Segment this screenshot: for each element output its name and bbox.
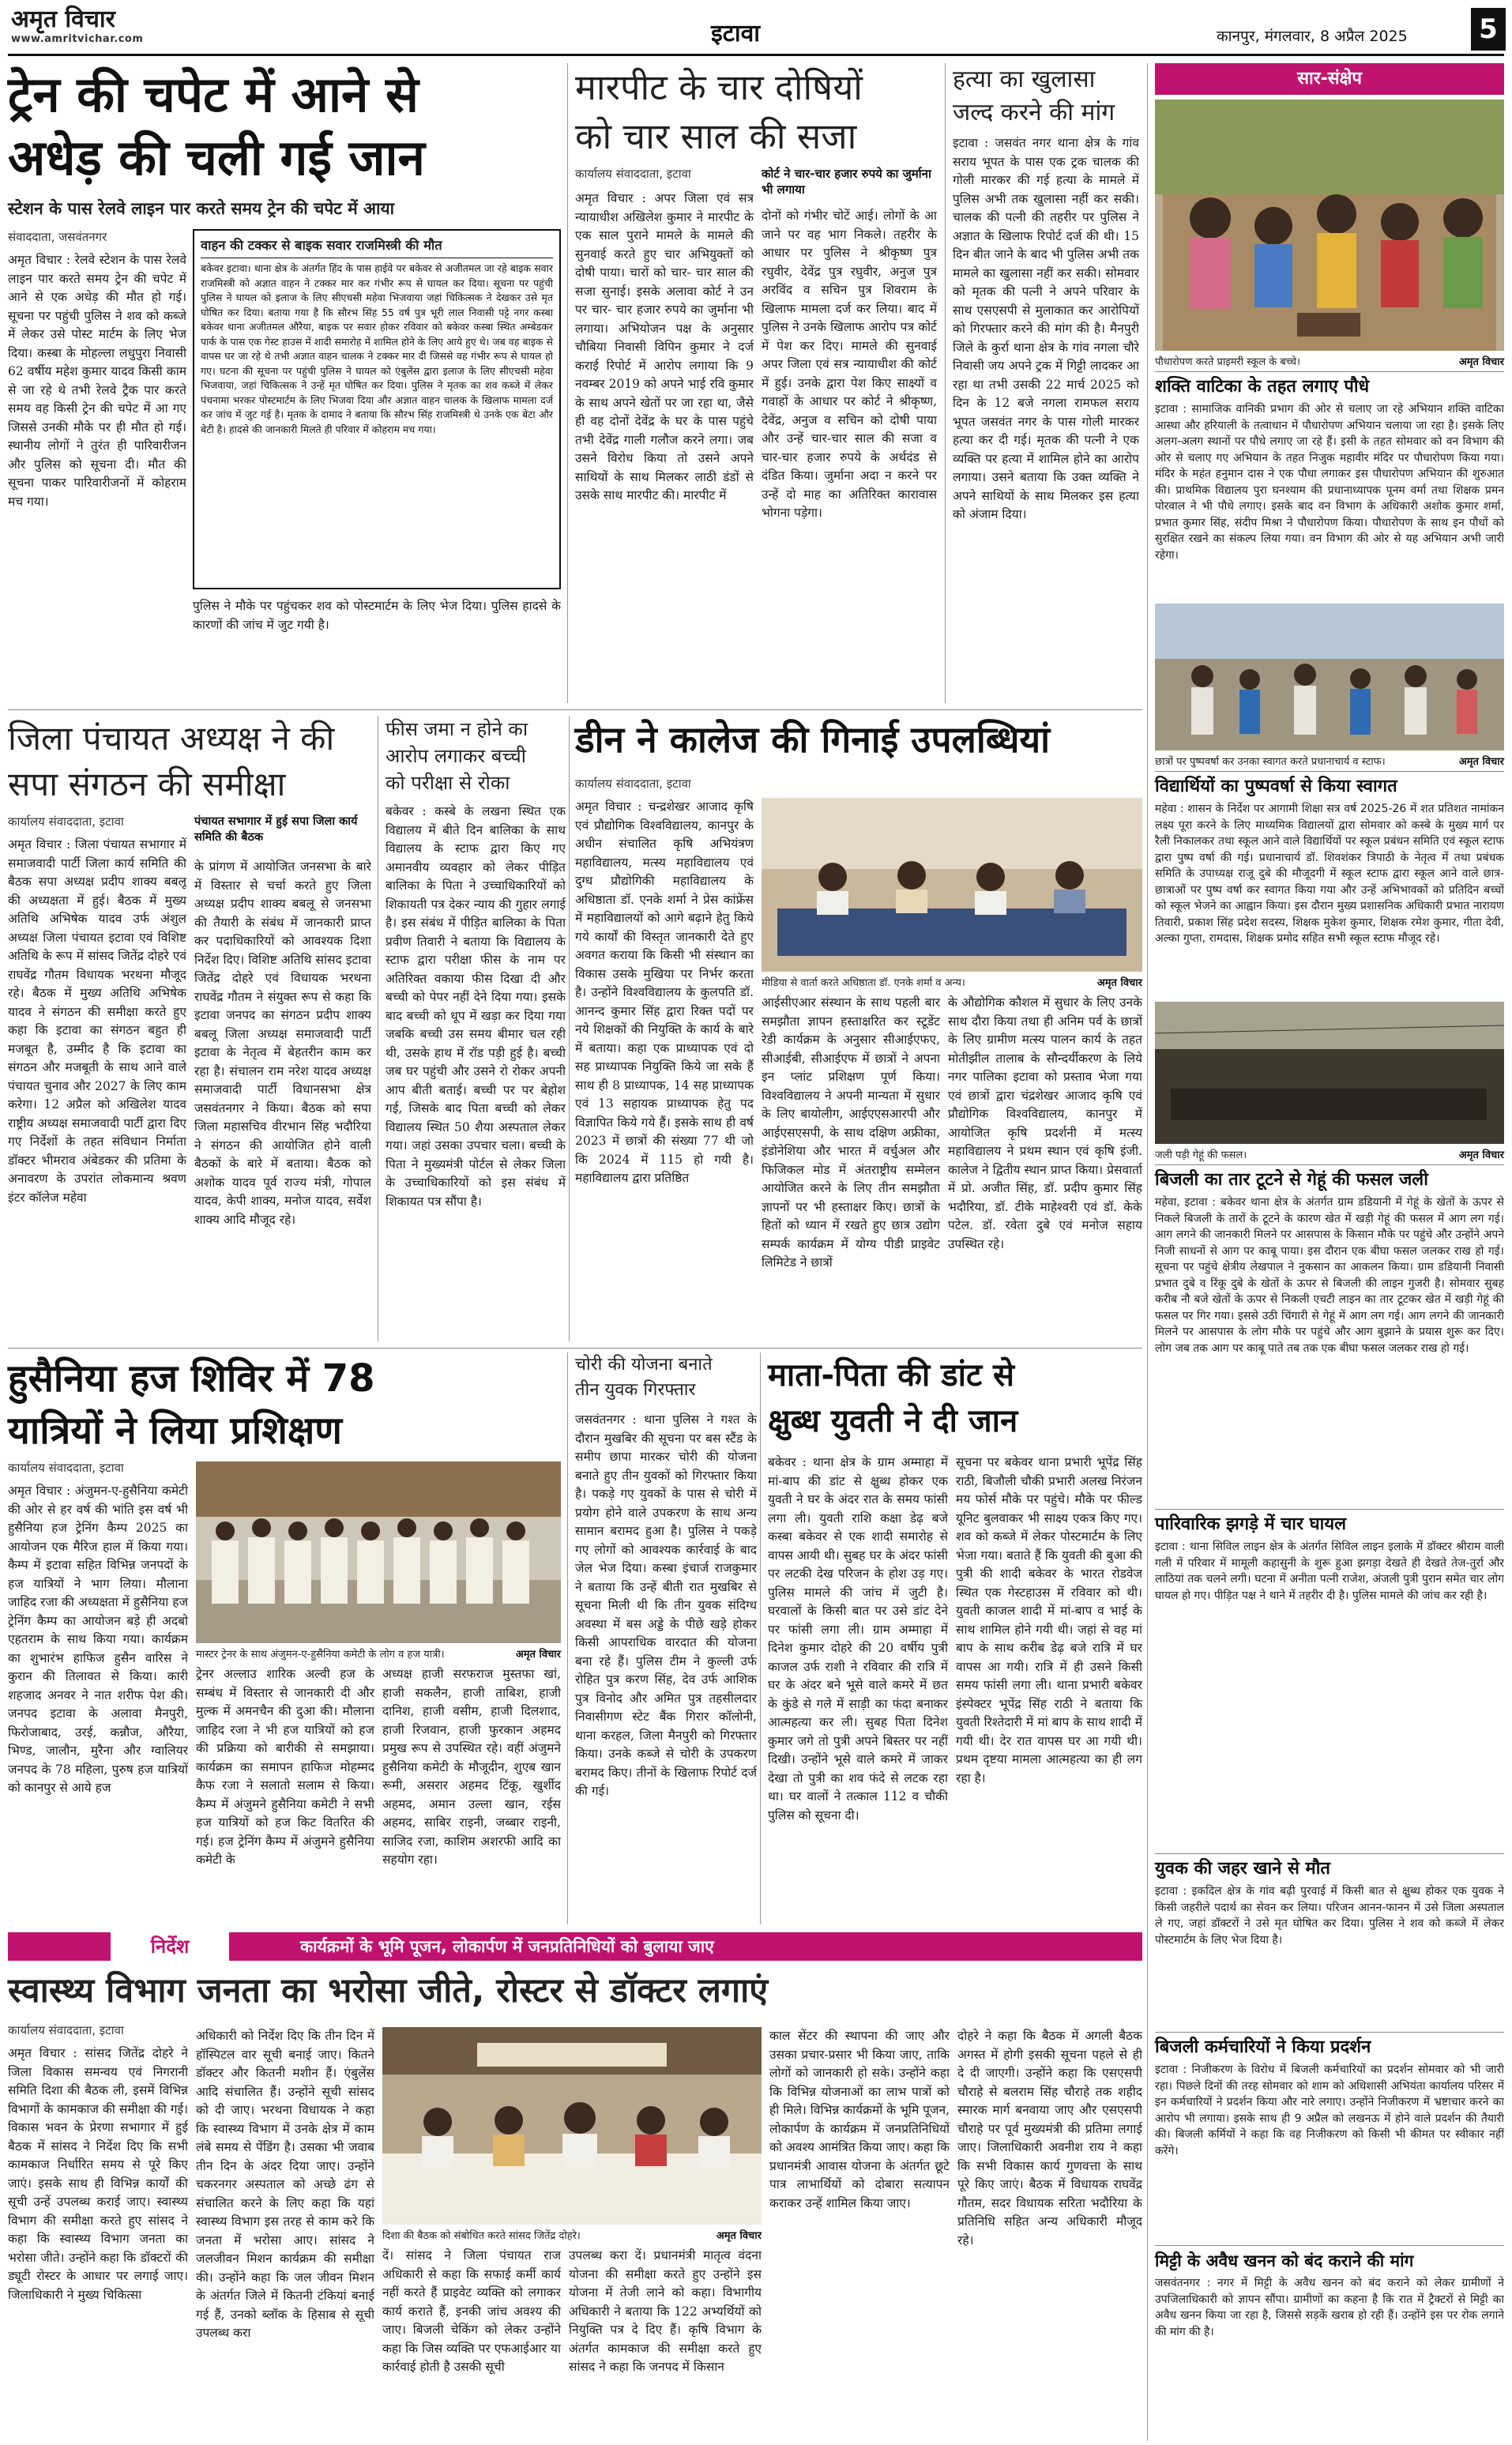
story4-byline: कार्यालय संवाददाता, इटावा — [8, 814, 124, 829]
column-divider — [567, 63, 568, 703]
logo-text: अमृत विचार — [11, 6, 115, 33]
photo-credit: अमृत विचार — [515, 1649, 561, 1661]
photo-credit: अमृत विचार — [1458, 756, 1504, 768]
story1-headline — [8, 63, 561, 190]
story2-column-2: दोनों को गंभीर चोटें आई। लोगों के आ जाने पर वह भाग निकले। तहरीर के आधार पर पुलिस ने श्रीकृष्ण पुत्र रघुवीर, देवेंद्र पुत्र रघुवीर, अनुज पुत्र अरविंद व सचिन पुत्र शिवराम के खिलाफ मामला दर्ज कर लिया। बाद में पुलिस ने उनके खिलाफ आरोप पत्र कोर्ट में पेश कर दिए। मामले की सुनवाई अपर जिला एवं सत्र न्यायाधीश की कोर्ट में हुई। उनके द्वारा पेश किए साक्ष्यों व गवाहों के आधार पर कोर्ट ने श्रीकृष्ण, देवेंद्र, अनुज व सचिन को दोषी पाया और उन्हें चार-चार साल की सजा व चार-चार हजार रुपये के अर्थदंड से दंडित किया। जुर्माना अदा न करने पर उन्हें दो माह का अतिरिक्त कारावास भोगना पड़ेगा। — [762, 209, 937, 520]
directive-tag: निर्देश — [111, 1932, 229, 1961]
brief5-text: इटावा : इकदिल क्षेत्र के गांव बढ़ी पुरवाई में किसी बात से क्षुब्ध होकर एक युवक ने किसी जहरीले पदार्थ का सेवन कर लिया। परिजन आनन-फानन में उसे जिला अस्पताल ले गए, जहां डॉक्टरों ने उसे मृत घोषित कर दिया। पुलिस ने शव को कब्जे में लेकर पोस्टमार्टम के लिए भेज दिया है। — [1155, 1885, 1504, 1947]
story5-column: बकेवर : कस्बे के लखना स्थित एक विद्यालय में बीते दिन बालिका के साथ विद्यालय के स्टाफ द्वारा किए गए अमानवीय व्यवहार को लेकर पीड़ित बालिका के पिता ने उच्चाधिकारियों को शिकायती पत्र देकर न्याय की गुहार लगाई है। इस संबंध में पीड़ित बालिका के पिता प्रवीण तिवारी ने बताया कि विद्यालय के स्टाफ द्वारा परीक्षा फीस के नाम पर अतिरिक्त वकाया फीस दिखा दी और बच्ची को पेपर नहीं देने दिया गया। इसके बाद बच्ची को धूप में खड़ा कर दिया गया जबकि बच्ची उस समय बीमार चल रही थी, उसके हाथ में रॉड पड़ी हुई है। बच्ची जब घर पहुंची और उसने रो रोकर अपनी आप बीती बताई। बच्ची पर पर बेहोश गई, जिसके बाद पिता बच्ची को लेकर विद्यालय स्थित 50 शैया अस्पताल लेकर गया। जहां उसका उपचार चला। बच्ची के पिता ने मुख्यमंत्री पोर्टल से लेकर जिला के उच्चाधिकारियों को इस संबंध में शिकायत पत्र सौंपा है। — [386, 804, 566, 1209]
photo-credit: अमृत विचार — [1096, 977, 1142, 989]
story6-headline: डीन ने कालेज की गिनाई उपलब्धियां — [575, 718, 1051, 761]
story7-byline: कार्यालय संवाददाता, इटावा — [8, 1461, 124, 1475]
sidebox-title: वाहन की टक्कर से बाइक सवार राजमिस्त्री की मौत — [201, 237, 553, 258]
photo-students-welcome — [1155, 604, 1504, 750]
story1-column-under: पुलिस ने मौके पर पहुंचकर शव को पोस्टमार्टम के लिए भेज दिया। पुलिस हादसे के कारणों की जांच में जुट गयी है। — [193, 599, 561, 632]
story8-headline-line: चोरी की योजना बनाते — [575, 1355, 713, 1375]
story1-headline-line: ट्रेन की चपेट में आने से — [8, 66, 419, 123]
story10-column-2: अधिकारी को निर्देश दिए कि तीन दिन में हॉस्पिटल वार सूची बनाई जाए। कितने डॉक्टर और कितनी मशीन हैं। एंबुलेंस आदि संचालित हैं। उन्होंने सूची सांसद को दी जाए। भरथना विधायक ने कहा कि स्वास्थ्य विभाग में उनके क्षेत्र में काम लंबे समय से पेंडिंग है। उसका भी जवाब तीन दिन के अंदर दिया जाए। उन्होंने चकरनगर अस्पताल को अच्छे ढंग से संचालित करने के लिए कहा कि यहां स्वास्थ्य विभाग इस तरह से काम करे कि जनता में भरोसा आए। सांसद ने जलजीवन मिशन कार्यक्रम की समीक्षा की। उन्होंने कहा कि जल जीवन मिशन के अंतर्गत जिले में कितनी टंकियां बनाई गई हैं, उनको ब्लॉक के हिसाब से सूची उपलब्ध करा — [196, 2029, 374, 2340]
column-divider — [1147, 63, 1148, 2441]
story8-headline-line: तीन युवक गिरफ्तार — [575, 1380, 696, 1400]
story4-headline-line: सपा संगठन की समीक्षा — [8, 765, 286, 803]
story1-deck: स्टेशन के पास रेलवे लाइन पार करते समय ट्रेन की चपेट में आया — [8, 199, 395, 218]
sidebar-divider — [1155, 1853, 1504, 1854]
photo-disha-meeting — [382, 2027, 762, 2225]
section-divider — [8, 1348, 1142, 1349]
story7-column-2: ट्रेनर अल्लाउ शारिक अल्वी हज के सम्बंध में विस्तार से जानकारी दी और मुल्क में अमनचैन की दुआ की। मौलाना जाहिद रजा ने भी हज यात्रियों को हज की प्रक्रिया को बारीकी से समझाया। कार्यक्रम का समापन हाफिज मोहम्मद कैफ रजा ने सलातो सलाम से किया। कैम्प में अंजुमने हुसैनिया कमेटी ने सभी हज यात्रियों को हज किट वितरित की गई। हज ट्रेनिंग कैम्प में अंजुमने हुसैनिया कमेटी के — [196, 1667, 374, 1867]
page-number: 5 — [1471, 8, 1506, 51]
story5-headline-line: आरोप लगाकर बच्ची — [386, 745, 526, 767]
logo-url: www.amritvichar.com — [11, 33, 144, 45]
sidebar-divider — [1155, 2032, 1504, 2033]
story7-photo-caption: मास्टर ट्रेनर के साथ अंजुमन-ए-हुसैनिया कमेटी के लोग व हज यात्री। — [196, 1649, 445, 1661]
story10-photo-caption: दिशा की बैठक को संबोधित करते सांसद जितेंद्र दोहरे। — [382, 2230, 581, 2242]
column-divider — [567, 1352, 568, 1924]
story7-headline — [8, 1352, 561, 1457]
sidebar-photo1-caption: पौधारोपण करते प्राइमरी स्कूल के बच्चे। — [1155, 356, 1300, 368]
photo-students-welcome-image — [1155, 604, 1504, 750]
story6-column-3: के औद्योगिक कौशल में सुधार के लिए उनके साथ दौरा किया तथा ही अनिम पर्व के छात्रों के लिए ग्रामीण मत्स्य पालन कार्य के तहत मोतीझील तालाब के सौन्दर्यीकरण के लिये नगर पालिका इटावा को प्रस्ताव भेजा गया एवं छात्रों द्वारा चंद्रशेखर आजाद कृषि एवं प्रौद्योगिक विश्वविद्यालय, कानपुर में आयोजित कृषि प्रदर्शनी में मत्स्य महाविद्यालय ने प्रथम स्थान एवं कृषि इंजी. कालेज ने द्वितीय स्थान प्राप्त किया। प्रेसवार्ता में प्रो. अजीत सिंह, डॉ. प्रदीप कुमार सिंह भदौरिया, डॉ. टीके माहेश्वरी एवं डॉ. केके पटेल. डॉ. रवेता दुबे एवं मनोज सहाय उपस्थित रहे। — [948, 995, 1142, 1251]
story2-headline-line: मारपीट के चार दोषियों — [575, 66, 863, 108]
story2-headline — [575, 63, 938, 161]
story2-byline: कार्यालय संवाददाता, इटावा — [575, 167, 691, 181]
story9-headline — [768, 1352, 1142, 1444]
brief4-text: इटावा : थाना सिविल लाइन क्षेत्र के अंतर्गत सिविल लाइन इलाके में डॉक्टर श्रीराम वाली गली में परिवार में मामूली कहासुनी के शुरू हुआ झगड़ा देखते ही देखते तेज-तुर्रा और लाठियां तक चलने लगी। घटना में अनीता पत्नी राजेश, अंजली पुत्री पुरान समेत चार लोग घायल हो गए। पीड़ित पक्ष ने थाने में तहरीर दी है। पुलिस मामले की जांच कर रही है। — [1155, 1540, 1504, 1602]
story6-column-1: अमृत विचार : चन्द्रशेखर आजाद कृषि एवं प्रौद्योगिक विश्वविद्यालय, कानपुर के अधीन संचालित कृषि अभियंत्रण महाविद्यालय, मत्स्य महाविद्यालय एवं दुग्ध प्रौद्योगिकी महाविद्यालय के अधिष्ठाता डॉ. एनके शर्मा ने प्रेस कांफ्रेंस में महाविद्यालयों को आगे बढ़ाने हेतु किये गये कार्यों की विस्तृत जानकारी देते हुए अवगत कराया कि किसी भी संस्थान का विकास उसके मुखिया पर निर्भर करता है। उन्होंने विश्वविद्यालय के कुलपति डॉ. आनन्द कुमार सिंह द्वारा रिक्त पदों पर नये शिक्षकों की नियुक्ति के कार्य के बारे में बताया। कहा एक प्राध्यापक एवं दो सह प्राध्यापक नियुक्ति किये जा सके हैं साथ ही 8 प्राध्यापक, 14 सह प्राध्यापक एवं 13 सहायक प्राध्यापक हेतु पद विज्ञापित किये गये हैं। इसके साथ ही वर्ष 2023 में छात्रों की संख्या 77 थी जो कि 2024 में 115 हो गयी है। महाविद्यालय द्वारा प्रतिष्ठित — [575, 799, 754, 1185]
brief4-title: पारिवारिक झगड़े में चार घायल — [1155, 1514, 1347, 1534]
sidebar-divider — [1155, 771, 1504, 772]
city-name: इटावा — [711, 20, 761, 47]
story3-headline-line: हत्या का खुलासा — [953, 66, 1096, 93]
photo-burnt-crop-image — [1155, 1002, 1504, 1144]
brief3-text: महेवा, इटावा : बकेवर थाना क्षेत्र के अंतर्गत ग्राम डडियानी में गेहूं के खेतों के ऊपर से निकले बिजली के तारों के टूटने के कारण खेत में खड़ी गेहूं की फसल में आग लग गई। आग लगने की जानकारी मिलने पर आसपास के किसान मौके पर पहुंचे और उन्होंने अपने निजी साधनों से आग पर काबू पाया। इस दौरान एक बीघा फसल जलकर राख हो गई। सूचना पर पहुंचे क्षेत्रीय लेखपाल ने नुकसान का आकलन किया। ग्राम डडियानी निवासी प्रभात दुबे व रिंकू दुबे के खेतों के ऊपर से बिजली की लाइन गुजरी है। सोमवार सुबह करीब नौ बजे खेतों के ऊपर से निकली एचटी लाइन का तार टूटकर खेत में खड़ी गेहूं की फसल पर गिर गया। इससे उठी चिंगारी से गेहूं में आग लग गई। आग लगने की जानकारी मिलने पर आसपास के लोग मौके पर पहुंचे और आग बुझाने के प्रयास शुरू कर दिए। लोग जब तक आग पर काबू पाते तब तक एक बीघा फसल जलकर राख हो गई। — [1155, 1196, 1504, 1355]
brief1-title: शक्ति वाटिका के तहत लगाए पौधे — [1155, 377, 1370, 397]
story4-pullquote: पंचायत सभागार में हुई सपा जिला कार्य समिति की बैठक — [194, 815, 358, 844]
photo-press-conference — [762, 798, 1142, 972]
story4-headline — [8, 716, 379, 807]
story10-column-6: दोहरे ने कहा कि बैठक में अगली बैठक अगस्त में होगी इसकी सूचना पहले से ही दे दी जाएगी। उन्होंने कहा कि एसएसपी चौराहे से बलराम सिंह चौराहे तक शहीद स्मारक मार्ग बनवाया जाए और एसएसपी चौराहे पर पूर्व मुख्यमंत्री की प्रतिमा लगाई जाए। जिलाधिकारी अवनीश राय ने कहा कि सभी विकास कार्य गुणवत्ता के साथ पूरे किए जाएं। बैठक में विधायक राघवेंद्र गौतम, सदर विधायक सरिता भदौरिया के प्रतिनिधि सहित अन्य अधिकारी मौजूद रहे। — [957, 2029, 1142, 2248]
story9-column-2: सूचना पर बकेवर थाना प्रभारी भूपेंद्र सिंह राठी, बिजौली चौकी प्रभारी अलख निरंजन मय फोर्स मौके पर पहुंचे। मौके पर फील्ड यूनिट बुलवाकर भी साक्ष्य एकत्र किए गए। शव को कब्जे में लेकर पोस्टमार्टम के लिए भेजा गया। बताते हैं कि युवती की बुआ की पुत्री की शादी बकेवर के भारत रोडवेज स्थित एक गेस्टहाउस में रविवार को थी। युवती काजल शादी में मां-बाप व भाई के साथ शामिल होने गयी थी। जहां से वह मां बाप के साथ करीब डेढ़ बजे रात्रि में घर वापस आ गयी। रात्रि में ही उसने किसी समय फांसी लगा ली। थाना प्रभारी बकेवर इंस्पेक्टर भूपेंद्र सिंह राठी ने बताया कि युवती रिश्तेदारी में मां बाप के साथ शादी में गयी थी। देर रात वापस घर आ गयी थी। प्रथम दृष्टया मामला आत्महत्या का ही लग रहा है। — [956, 1455, 1142, 1785]
story10-column-1: अमृत विचार : सांसद जितेंद्र दोहरे ने जिला विकास समन्वय एवं निगरानी समिति दिशा की बैठक ली, इसमें विभिन्न विभागों के कामकाज की समीक्षा की गई। विकास भवन के प्रेरणा सभागार में हुई बैठक में सांसद ने निर्देश दिए कि सभी कामकाज निर्धारित समय से पूरे किए जाएं। इसके साथ ही विभिन्न कार्यों की सूची उन्हें उपलब्ध कराई जाए। स्वास्थ्य विभाग की समीक्षा करते हुए सांसद ने कहा कि स्वास्थ्य विभाग जनता का भरोसा जीते। उन्होंने कहा कि डॉक्टरों की ड्यूटी रोस्टर के आधार पर लगाई जाए। जिलाधिकारी ने मुख्य चिकित्सा — [8, 2046, 188, 2302]
brief2-text: महेवा : शासन के निर्देश पर आगामी शिक्षा सत्र वर्ष 2025-26 में शत प्रतिशत नामांकन लक्ष्य पूरा करने के लिए माध्यमिक विद्यालयों द्वारा सोमवार को कस्बे के मुख्य मार्ग पर रैली निकालकर तथा स्कूल आने वाले विद्यार्थियों पर स्कूल प्रबंधन समिति एवं स्कूल स्टाफ द्वारा पुष्प वर्षा की गई। प्रधानाचार्य डॉ. शिवशंकर त्रिपाठी के नेतृत्व में तथा प्रबंधक समिति के उपाध्यक्ष राजू दुबे की मौजूदगी में स्कूल स्टाफ द्वारा स्कूल आने वाले छात्र-छात्राओं पर पुष्प वर्षा कर स्वागत किया गया और उन्हें अभिभावकों को प्रतिदिन बच्चों को स्कूल भेजने का आह्वान किया। इस दौरान मुख्य प्रशासनिक अधिकारी प्रभात नारायण तिवारी, प्रकाश सिंह प्रदेश सदस्य, शिक्षक मुकेश कुमार, शिक्षक रमेश कुमार, गीता देवी, अल्का गुप्ता, रामदास, शिक्षक प्रमोद सहित सभी स्कूल स्टाफ मौजूद रहे। — [1155, 803, 1504, 945]
story1-column: अमृत विचार : रेलवे स्टेशन के पास रेलवे लाइन पार करते समय ट्रेन की चपेट में आने से एक अधेड़ की मौत हो गई। सूचना पर पहुंची पुलिस ने शव को कब्जे में लेकर उसे पोस्ट मार्टम के लिए भेज दिया। कस्बा के मोहल्ला लधुपुरा निवासी 62 वर्षीय महेश कुमार यादव किसी काम से जा रहे थे तभी रेलवे ट्रैक पार करते समय वह किसी ट्रेन की चपेट में आ गए जिससे उनकी मौके पर ही मौत हो गई। स्थानीय लोगों ने तुरंत ही पारिवारीजन और पुलिस को सूचना दी। मौत की सूचना पाकर पारिवारीजनों में कोहराम मच गया। — [8, 253, 186, 509]
brief2-title: विद्यार्थियों का पुष्पवर्षा से किया स्वागत — [1155, 777, 1397, 796]
story10-column-3: दें। सांसद ने जिला पंचायत राज अधिकारी से कहा कि सफाई कर्मी कार्य नहीं करते हैं प्राइवेट व्यक्ति को लगाकर कार्य कराते हैं, इनकी जांच अवश्य की जाए। बिजली चेकिंग को लेकर उन्होंने कहा कि जिस व्यक्ति पर एफआईआर या कार्रवाई होती है उसकी सूची — [382, 2248, 561, 2374]
photo-credit: अमृत विचार — [716, 2230, 762, 2242]
directive-text: कार्यक्रमों के भूमि पूजन, लोकार्पण में जनप्रतिनिधियों को बुलाया जाए — [300, 1937, 714, 1956]
story9-headline-line: माता-पिता की डांट से — [768, 1357, 1015, 1394]
story7-column-3: अध्यक्ष हाजी सरफराज मुस्तफा खां, हाजी सकलैन, हाजी ताबिश, हाजी दानिश, हाजी वसीम, हाजी दिलशाद, हाजी रिजवान, हाजी फुरकान अहमद प्रमुख रूप से उपस्थित रहे। वहीं अंजुमने हुसैनिया कमेटी के मौजूदीन, शुएब खान रूमी, असरार अहमद टिंकू, खुर्शीद अहमद, अमान उल्ला खान, रईस अहमद, साबिर राइनी, जब्बार राइनी, साजिद रजा, काशिम अशरफी आदि का सहयोग रहा। — [382, 1667, 561, 1867]
story6-byline: कार्यालय संवाददाता, इटावा — [575, 777, 691, 791]
photo-children-planting — [1155, 100, 1504, 351]
photo-disha-meeting-image — [382, 2027, 762, 2225]
brief6-text: इटावा : निजीकरण के विरोध में बिजली कर्मचारियों का प्रदर्शन सोमवार को भी जारी रहा। पिछले दिनों की तरह सोमवार को शाम को अधिशासी अभियंता कार्यालय परिसर में इन कर्मचारियों ने प्रदर्शन किया और नारे लगाए। उन्होंने निजीकरण में भ्रष्टाचार करने का आरोप भी लगाया। इसके साथ ही 9 अप्रैल को लखनऊ में होने वाले प्रदर्शन की तैयारी की। बिजली कर्मियों ने कहा कि वह निजीकरण को किसी भी कीमत पर स्वीकार नहीं करेंगे। — [1155, 2063, 1504, 2157]
section-divider — [8, 709, 1142, 710]
sidebar-header: सार-संक्षेप — [1155, 63, 1504, 95]
story1-headline-line: अधेड़ की चली गई जान — [8, 129, 425, 186]
story5-headline-line: फीस जमा न होने का — [386, 718, 528, 740]
story5-headline — [386, 716, 566, 796]
brief7-text: जसवंतनगर : नगर में मिट्टी के अवैध खनन को बंद कराने को लेकर ग्रामीणों ने उपजिलाधिकारी को ज्ञापन सौंपा। ग्रामीणों का कहना है कि रात में ट्रैक्टरों से मिट्टी का अवैध खनन किया जा रहा है, जिससे सड़कें खराब हो रही हैं। उन्होंने इस पर रोक लगाने की मांग की है। — [1155, 2277, 1504, 2338]
story1-byline: संवाददाता, जसवंतनगर — [8, 230, 107, 244]
brief1-text: इटावा : सामाजिक वानिकी प्रभाग की ओर से चलाए जा रहे अभियान शक्ति वाटिका आस्था और हरियाली के तत्वाधान में पौधारोपण अभियान चलाया जा रहा है। इसके लिए अलग-अलग स्थानों पर पौधे लगाए जा रहे हैं। इसी के तहत सोमवार को वन विभाग की ओर से चलाए गए अभियान के तहत निजुक महावीर मंदिर पर पौधारोपण किया गया। मंदिर के महंत हनुमान दास ने एक पौधा लगाकर इस पौधारोपण अभियान की शुरुआत की। प्राथमिक विद्यालय पुरा घनश्याम की प्रधानाध्यापक पूनम वर्मा तथा शिक्षक प्रमन पोरवाल ने भी पौधे लगाए। इसके बाद वन विभाग के अधिकारी अशोक कुमार शर्मा, प्रभात कुमार सिंह, संदीप मिश्रा ने पौधारोपण किया। पौधारोपण के साथ इन पौधों को सुरक्षित रखने का संकल्प लिया गया। वन विभाग की ओर से यह अभियान अभी जारी रहेगा। — [1155, 403, 1504, 562]
photo-credit: अमृत विचार — [1458, 1149, 1504, 1161]
dateline: कानपुर, मंगलवार, 8 अप्रैल 2025 — [1217, 28, 1408, 45]
photo-credit: अमृत विचार — [1458, 356, 1504, 368]
story10-column-5: काल सेंटर की स्थापना की जाए और उसका प्रचार-प्रसार भी किया जाए, ताकि लोगों को जानकारी हो सके। उन्होंने कहा कि विभिन्न योजनाओं का लाभ पात्रों को ही मिले। विभिन्न कार्यक्रमों के भूमि पूजन, लोकार्पण के कार्यक्रम में जनप्रतिनिधियों को अवश्य आमंत्रित किया जाए। कहा कि प्रधानमंत्री आवास योजना के अंतर्गत छूटे पात्र लाभार्थियों को दोबारा सत्यापन कराकर उन्हें शामिल किया जाए। — [769, 2029, 950, 2210]
story4-headline-line: जिला पंचायत अध्यक्ष ने की — [8, 719, 335, 758]
brief3-title: बिजली का तार टूटने से गेहूं की फसल जली — [1155, 1170, 1428, 1190]
story9-column-1: बकेवर : थाना क्षेत्र के ग्राम अम्माहा में मां-बाप की डांट से क्षुब्ध होकर एक युवती ने घर के अंदर रात के समय फांसी लगा ली। युवती राशि कक्षा डेढ़ बजे कस्बा बकेवर से एक शादी समारोह से वापस आयी थी। सुबह घर के अंदर फांसी पर लटकी देख परिजन के होश उड़ गए। पुलिस मामले की जांच में जुटी है। घरवालों के किसी बात पर उसे डांट देने पर फांसी लगा ली। ग्राम अम्माहा में दिनेश कुमार दोहरे की 20 वर्षीय पुत्री काजल उर्फ राशी ने रविवार की रात्रि में घर के अंदर बने भूसे वाले कमरे में छत के कुंडे से गले में साड़ी का फंदा बनाकर आत्महत्या कर ली। सुबह पिता दिनेश कुमार जगे तो पुत्री अपने बिस्तर पर नहीं दिखी। उन्होंने भूसे वाले कमरे में जाकर देखा तो पुत्री का शव फंदे से लटक रहा था। घर वालों ने तत्काल 112 व चौकी पुलिस को सूचना दी। — [768, 1455, 948, 1822]
story8-headline — [575, 1352, 757, 1403]
photo-press-conference-image — [762, 798, 1142, 972]
story10-byline: कार्यालय संवाददाता, इटावा — [8, 2023, 124, 2037]
photo-hajj-camp — [196, 1461, 561, 1643]
photo-burnt-crop — [1155, 1002, 1504, 1144]
sidebar-divider — [1155, 1164, 1504, 1165]
story10-column-4: उपलब्ध करा दें। प्रधानमंत्री मातृत्व वंदना योजना की समीक्षा करते हुए उन्होंने इस योजना में तेजी लाने को कहा। विभागीय अधिकारी ने बताया कि 122 अभ्यर्थियों को नियुक्ति पत्र दे दिए हैं। कृषि विभाग के अंतर्गत कामकाज की समीक्षा करते हुए सांसद ने कहा कि जनपद में किसान — [569, 2248, 762, 2374]
story7-headline-line: यात्रियों ने लिया प्रशिक्षण — [8, 1409, 342, 1453]
story2-pullquote: कोर्ट ने चार-चार हजार रुपये का जुर्माना भी लगाया — [762, 167, 931, 197]
story5-headline-line: को परीक्षा से रोका — [386, 772, 510, 794]
sidebar-divider — [1155, 371, 1504, 372]
story7-headline-line: हुसैनिया हज शिविर में 78 — [8, 1356, 375, 1401]
column-divider — [945, 63, 946, 703]
sidebar-divider — [1155, 2245, 1504, 2246]
sidebox-text: बकेवर इटावा। थाना क्षेत्र के अंतर्गत हिंद के पास हाईवे पर बकेवर से अजीतमल जा रहे बाइक सवार राजमिस्त्री को अज्ञात वाहन ने टक्कर मार कर गंभीर रूप से घायल कर दिया। सूचना पर पहुंची पुलिस ने घायल को इलाज के लिए सीएचसी महेवा भिजवाया जहां चिकित्सक ने देखकर उसे मृत घोषित कर दिया। बताया गया है कि सौरभ सिंह 55 वर्ष पुत्र भूरी लाल निवासी पट्टे नगर कस्बा बकेवर थाना अजीतमल औरैया, बाइक पर सवार होकर रविवार को बकेवर कस्बा स्थित अम्बेडकर पार्क के पास एक गेस्ट हाउस में शादी समारोह में शामिल होने के लिए आये हुए थे। जब वह बाइक से वापस घर जा रहे थे तभी अज्ञात वाहन चालक ने टक्कर मार दी जिससे वह गंभीर रूप से घायल हो गए। घटना की सूचना पर पहुंची पुलिस ने घायल को एंबुलेंस द्वारा इलाज के लिए सीएचसी महेवा भिजवाया, जहां चिकित्सक ने उन्हें मृत घोषित कर दिया। पुलिस ने मृतक का शव कब्जे में लेकर पंचनामा भरकर पोस्टमार्टम के लिए भिजवा दिया और अज्ञात वाहन चालक के खिलाफ मामला दर्ज कर जांच में जुट गई है। मृतक के दामाद ने बताया कि सौरभ सिंह राजमिस्त्री थे उनके एक बेटा और बेटी है। हादसे की जानकारी मिलते ही परिवार में कोहराम मच गया। — [201, 262, 553, 435]
story3-column: इटावा : जसवंत नगर थाना क्षेत्र के गांव सराय भूपत के पास एक ट्रक चालक की गोली मारकर की गई हत्या के मामले में पुलिस अभी तक खुलासा नहीं कर सकी। चालक की पत्नी की तहरीर पर पुलिस ने अज्ञात के खिलाफ रिपोर्ट दर्ज की थी। 15 दिन बीत जाने के बाद भी पुलिस अभी तक मामले का खुलासा नहीं कर सकी। सोमवार को मृतक की पत्नी ने अपने परिवार के साथ एसएसपी से मुलाकात कर आरोपियों को गिरफ्तार करने की मांग की है। मैनपुरी जिले के कुर्रा थाना क्षेत्र के गांव नगला चौरे निवासी जय अपने ट्रक में गिट्टी लादकर आ रहा था तभी उसकी 22 मार्च 2025 को दिन के 12 बजे नगला रामफल सराय भूपत जसवंत नगर के पास गोली मारकर हत्या कर दी गई। मृतक की पत्नी ने एक व्यक्ति पर हत्या में शामिल होने का आरोप लगाया। उसने बताया कि उक्त व्यक्ति ने अपने साथियों के साथ मिलकर इस हत्या को अंजाम दिया। — [953, 136, 1139, 521]
column-divider — [569, 716, 570, 1341]
story2-headline-line: को चार साल की सजा — [575, 115, 857, 157]
story7-column-1: अमृत विचार : अंजुमन-ए-हुसैनिया कमेटी की ओर से हर वर्ष की भांति इस वर्ष भी हुसैनिया हज ट्रेनिंग कैम्प 2025 का आयोजन एक मैरिज हाल में किया गया। कैम्प में इटावा सहित विभिन्न जनपदों के हज यात्रियों ने भाग लिया। मौलाना जाहिद रजा की अध्यक्षता में हुसैनिया हज ट्रेनिंग कैम्प का आयोजन बड़े ही अदबो एहतराम के साथ किया गया। कार्यक्रम का शुभारंभ हाफिज हुसैन वारिस ने कुरान की तिलावत से किया। कारी शहजाद अनवर ने नात शरीफ पेश की। जनपद इटावा के अलावा मैनपुरी, फिरोजाबाद, उरई, कन्नौज, औरैया, भिण्ड, जालौन, मुरैना और ग्वालियर जनपद के 78 महिला, पुरुष हज यात्रियों को कानपुर से आये हज — [8, 1484, 188, 1795]
brief6-title: बिजली कर्मचारियों ने किया प्रदर्शन — [1155, 2037, 1371, 2057]
story6-photo-caption: मीडिया से वार्ता करते अधिष्ठाता डॉ. एनके शर्मा व अन्य। — [762, 977, 965, 989]
story3-headline — [953, 63, 1142, 130]
sidebar-divider — [1155, 1509, 1504, 1510]
story4-column-2: के प्रांगण में आयोजित जनसभा के बारे में विस्तार से चर्चा करते हुए जिला अध्यक्ष प्रदीप शाक्य बबलू से जनसभा की तैयारी के संबंध में जानकारी प्राप्त कर पदाधिकारियों को आवश्यक दिशा निर्देश दिए। विशिष्ट अतिथि सांसद इटावा जितेंद्र दोहरे एवं विधायक भरथना राघवेंद्र गौतम ने संयुक्त रूप से कहा कि इटावा जनपद का संगठन प्रदीप शाक्य बबलू जिला अध्यक्ष समाजवादी पार्टी इटावा के नेतृत्व में बेहतरीन काम कर रहा है। संचालन राम नरेश यादव अध्यक्ष समाजवादी पार्टी विधानसभा क्षेत्र जसवंतनगर ने किया। बैठक को सपा जिला महासचिव वीरभान सिंह भदौरिया ने संगठन की आयोजित होने वाली बैठकों के बारे में बताया। बैठक को अशोक यादव पूर्व राज्य मंत्री, गोपाल यादव, केपी शाक्य, मनोज यादव, सर्वेश शाक्य आदि मौजूद रहे। — [194, 860, 371, 1227]
masthead-rule — [8, 54, 1504, 56]
sidebar-photo3-caption: जली पड़ी गेहूं की फसल। — [1155, 1149, 1247, 1161]
photo-hajj-camp-image — [196, 1461, 561, 1643]
story10-headline: स्वास्थ्य विभाग जनता का भरोसा जीते, रोस्टर से डॉक्टर लगाएं — [8, 1971, 769, 2011]
story4-column-1: अमृत विचार : जिला पंचायत सभागार में समाजवादी पार्टी जिला कार्य समिति की बैठक सपा अध्यक्ष प्रदीप शाक्य बबलू की अध्यक्षता में हुई। बैठक में मुख्य अतिथि अभिषेक यादव उर्फ अंशुल अध्यक्ष जिला पंचायत इटावा एवं विशिष्ट अतिथि के रूप में सांसद जितेंद्र दोहरे एवं राघवेंद्र गौतम विधायक भरथना मौजूद रहे। बैठक में मुख्य अतिथि अभिषेक यादव ने संगठन की समीक्षा करते हुए कहा कि इटावा का संगठन बहुत ही मजबूत है, उम्मीद है कि इटावा का संगठन और मजबूती के साथ आने वाले पंचायत चुनाव और 2027 के लिए काम करेगा। 12 अप्रैल को अखिलेश यादव राष्ट्रीय अध्यक्ष समाजवादी पार्टी द्वारा दिए गए निर्देशों के तहत संविधान निर्माता डॉक्टर भीमराव अंबेडकर की प्रतिमा के अनावरण के उपरांत लोकमान्य श्रवण इंटर कॉलेज महेवा — [8, 837, 186, 1205]
story9-headline-line: क्षुब्ध युवती ने दी जान — [768, 1403, 1018, 1439]
column-divider — [760, 1352, 761, 1924]
story1-sidebox — [193, 229, 561, 589]
brief5-title: युवक की जहर खाने से मौत — [1155, 1859, 1330, 1879]
sidebar-photo2-caption: छात्रों पर पुष्पवर्षा कर उनका स्वागत करते प्रधानाचार्य व स्टाफ। — [1155, 756, 1386, 768]
photo-children-planting-image — [1155, 100, 1504, 351]
story6-column-2: आईसीएआर संस्थान के साथ पहली बार समझौता ज्ञापन हस्ताक्षरित कर स्टूडेंट रेडी कार्यक्रम के अनुसार सीआईएफए, सीआईबी, सीआईएफ में छात्रों ने अपना इन प्लांट प्रशिक्षण पूर्ण किया। विश्वविद्यालय ने अपनी मान्यता में सुधार के लिए बायोलीग, आईएएसआरपी और आईएसएसपी, के साथ दक्षिण अफ्रीका, इंडोनेशिया और भारत में वर्चुअल और फिजिकल मोड में अंतराष्ट्रीय सम्मेलन आयोजित करने के लिए तीन समझौता ज्ञापनों पर भी हस्ताक्षर किए। छात्रों के हितों को ध्यान में रखते हुए छात्र उद्योग सम्पर्क कार्यक्रम में योग्य पीडी प्राइवेट लिमिटेड ने छात्रों — [762, 995, 940, 1270]
masthead-logo — [11, 6, 161, 46]
story3-headline-line: जल्द करने की मांग — [953, 99, 1115, 126]
brief7-title: मिट्टी के अवैध खनन को बंद कराने की मांग — [1155, 2251, 1414, 2270]
story2-column-1: अमृत विचार : अपर जिला एवं सत्र न्यायाधीश अखिलेश कुमार ने मारपीट के एक साल पुराने मामले के मामले की सुनवाई करते हुए चार अभियुक्तों को दोषी पाया। चारों को चार- चार साल की सजा सुनाई। इसके अलावा कोर्ट ने उन पर चार- चार हजार रुपये का जुर्माना भी लगाया। अभियोजन पक्ष के अनुसार चौबिया निवासी विपिन कुमार ने दर्ज कराई रिपोर्ट में आरोप लगाया कि 9 नवम्बर 2019 को अपने भाई रवि कुमार के साथ अपने खेतों पर जा रहा था, जैसे ही वह दोनों देवेंद्र के घर के पास पहुंचे तभी देवेंद्र गाली गलौज करने लगा। जब उसने विरोध किया तो उसने अपने साथियों के साथ मिलकर लाठी डंडों से उसके साथ मारपीट की। मारपीट में — [575, 191, 754, 502]
story8-column: जसवंतनगर : थाना पुलिस ने गश्त के दौरान मुखबिर की सूचना पर बस स्टैंड के समीप छापा मारकर चोरी की योजना बनाते हुए तीन युवकों को गिरफ्तार किया है। पकड़े गए युवकों के पास से चोरी में प्रयोग होने वाले उपकरण के साथ अन्य सामान बरामद हुआ है। पुलिस ने पकड़े गए लोगों को आवश्यक कार्रवाई के बाद जेल भेज दिया। कस्बा इंचार्ज राजकुमार ने बताया कि उन्हें बीती रात मुखबिर से सूचना मिली थी कि तीन युवक संदिग्ध अवस्था में बस अड्डे के पीछे खड़े होकर किसी आपराधिक वारदात की योजना बना रहे हैं। पुलिस टीम ने कुल्ली उर्फ रोहित पुत्र करण सिंह, देव उर्फ आशिक पुत्र विनोद और अमित पुत्र तहसीलदार निवासीगण स्टेट बैंक गिरार कॉलोनी, थाना करहल, जिला मैनपुरी को गिरफ्तार किया। उनके कब्जे से चोरी के उपकरण बरामद किए। तीनों के खिलाफ रिपोर्ट दर्ज की गई। — [575, 1412, 757, 1798]
